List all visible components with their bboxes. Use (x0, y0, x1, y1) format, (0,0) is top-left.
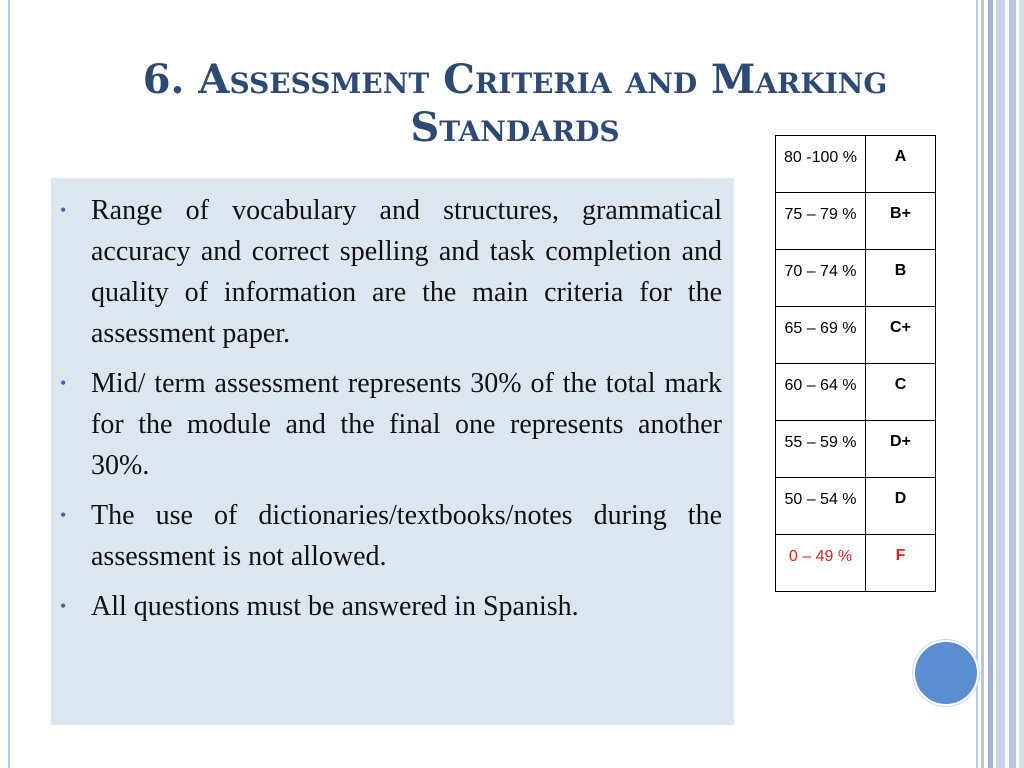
table-row (776, 478, 936, 535)
right-frame-stripe (1019, 0, 1024, 768)
table-row (776, 250, 936, 307)
bullet-list (60, 190, 722, 627)
table-row-fail (776, 535, 936, 592)
slide-title: 6. Assessment Criteria and Marking Standards (142, 56, 888, 151)
range-cell: 70 – 74 % (776, 250, 866, 307)
bullet-icon: • (60, 373, 67, 393)
bullet-icon: • (60, 596, 67, 616)
range-cell: 50 – 54 % (776, 478, 866, 535)
table-row (776, 307, 936, 364)
range-cell: 0 – 49 % (776, 535, 866, 592)
bullet-item (60, 495, 722, 577)
table-row (776, 421, 936, 478)
grade-cell: B (866, 250, 936, 307)
bullet-text: Range of vocabulary and structures, grammatical accuracy and correct spelling and task completion and quality of information are the main criteria for the assessment paper. (91, 195, 722, 349)
range-cell: 80 -100 % (776, 136, 866, 193)
grade-cell: B+ (866, 193, 936, 250)
grade-cell: D+ (866, 421, 936, 478)
table-row (776, 136, 936, 193)
range-cell: 75 – 79 % (776, 193, 866, 250)
left-frame-line (8, 0, 10, 768)
content-box (51, 178, 734, 725)
bullet-text: All questions must be answered in Spanish. (91, 591, 579, 622)
bullet-item (60, 586, 722, 627)
decorative-circle (913, 640, 979, 706)
range-cell: 65 – 69 % (776, 307, 866, 364)
bullet-text: The use of dictionaries/textbooks/notes during the assessment is not allowed. (91, 500, 722, 572)
bullet-icon: • (60, 200, 67, 220)
right-frame-stripe (1009, 0, 1016, 768)
bullet-item (60, 363, 722, 486)
range-cell: 60 – 64 % (776, 364, 866, 421)
table-row (776, 364, 936, 421)
bullet-icon: • (60, 505, 67, 525)
grade-table (775, 135, 936, 592)
right-frame-stripe (988, 0, 993, 768)
table-row (776, 193, 936, 250)
grade-cell: F (866, 535, 936, 592)
grade-cell: D (866, 478, 936, 535)
grade-cell: C+ (866, 307, 936, 364)
grade-cell: A (866, 136, 936, 193)
bullet-text: Mid/ term assessment represents 30% of the total mark for the module and the final one represents another 30%. (91, 368, 722, 481)
right-frame-stripe (996, 0, 1005, 768)
range-cell: 55 – 59 % (776, 421, 866, 478)
right-frame-stripe (981, 0, 984, 768)
bullet-item (60, 190, 722, 354)
grade-cell: C (866, 364, 936, 421)
right-frame-stripe (976, 0, 978, 768)
